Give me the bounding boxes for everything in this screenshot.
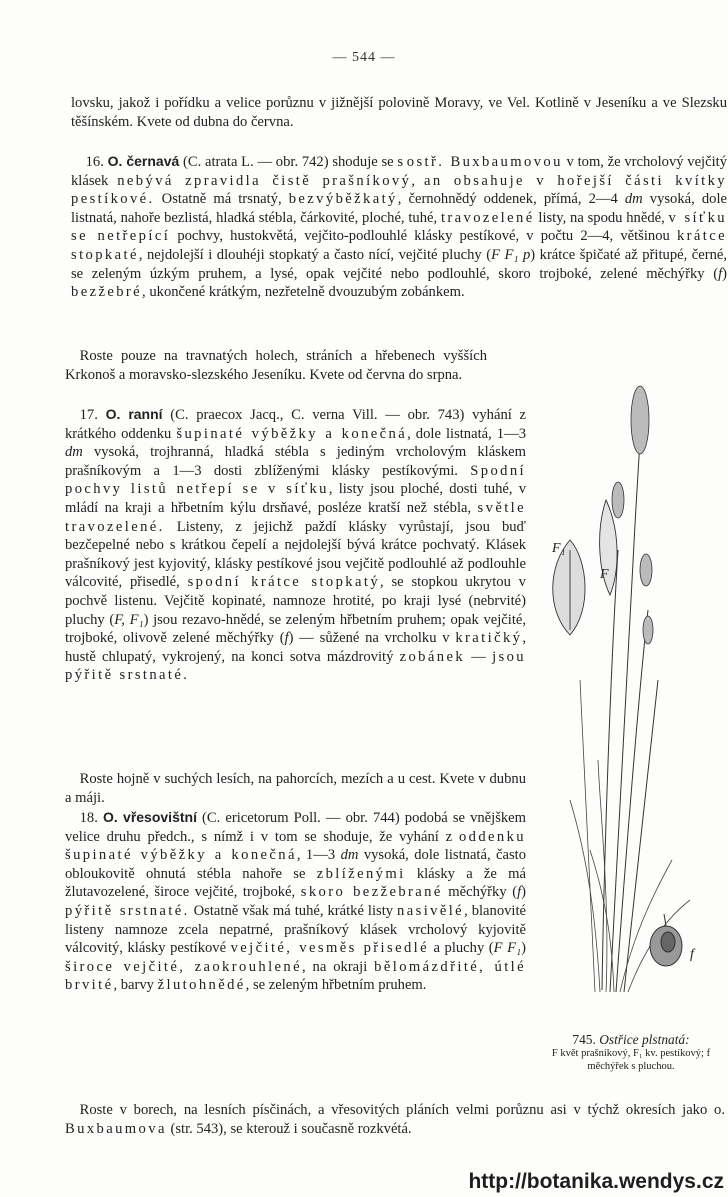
closing-paragraph: Roste v borech, na lesních písčinách, a vřesovitých pláních velmi porůznu asi v týchž okresích jako o. Buxbaumova (str. 543), se kterouž i současně rozkvétá. — [65, 1102, 725, 1137]
label-f: f — [690, 947, 694, 962]
label-F1: F₁ — [552, 541, 566, 556]
figure-title: Ostřice plstnatá: — [599, 1032, 690, 1047]
species-17-paragraph: 17. O. ranní (C. praecox Jacq., C. verna Vill. — obr. 743) vyhání z krátkého oddenku šupinaté výběžky a konečná, dole listnatá, 1—3 dm vysoká, trojhranná, hladká stébla s jediným vrcholovým kláskem prašníkovým a 1—3 dosti zblíženými klásky pestíkovými. Spodní pochvy listů netřepí se v síťku, listy jsou ploché, dosti tuhé, v mládí na kraji a hřbetním kýlu drsňavé, posléze kratší než stébla, světle travozelené. Listeny, z jejichž paždí klásky vyrůstají, jsou buď bezčepelné nebo s krátkou čepelí a nejdolejší bývá krátce pochvatý. Klásek prašníkový jest kyjovitý, klásky pestíkové jsou vejčitě podlouhlé až podlouhle válcovité, přisedlé, spodní krátce stopkatý, se stopkou ukrytou v pochvě listenu. Vejčitě kopinaté, namnoze hrotité, po kraji lysé (nebrvité) pluchy (F, F₁) jsou rezavo-hnědé, se zeleným hřbetním pruhem; opak vejčité, trojboké, olivově zelené měchýřky (f) — sůžené na vrcholku v kratičký, hustě chlupatý, vykrojený, na konci sotva mázdrovitý zobánek — jsou pýřitě srstnaté. — [65, 406, 527, 684]
species-16-name: O. černavá — [107, 153, 180, 169]
figure-number: 745. — [572, 1032, 596, 1047]
intro-paragraph: lovsku, jakož i pořídku a velice porůznu v jižnější polovině Moravy, ve Vel. Kotlině v Jeseníku a ve Slezsku těšínském. Kvete od dubna do června. — [71, 95, 727, 130]
pistillate-spike — [643, 616, 653, 644]
species-18-name: O. vřesovištní — [102, 809, 197, 825]
staminate-spike — [631, 386, 649, 454]
page-number: — 544 — — [332, 50, 396, 65]
species-16-habitat: Roste pouze na travnatých holech, stráních a hřebenech vyšších Krkonoš a moravsko-slezského Jeseníku. Kvete od června do srpna. — [65, 348, 487, 383]
pistillate-spike — [612, 482, 624, 518]
pistillate-spike — [640, 554, 652, 586]
species-17-name: O. ranní — [105, 406, 163, 422]
detail-utricle-f — [650, 914, 682, 966]
figure-legend: F květ prašníkový, F₁ kv. pestíkový; f měchýřek s pluchou. — [551, 1048, 711, 1072]
species-17-habitat: Roste hojně v suchých lesích, na pahorcích, mezích a u cest. Kvete v dubnu a máji. — [65, 771, 526, 806]
label-F: F — [600, 567, 609, 582]
species-16-paragraph: 16. O. černavá (C. atrata L. — obr. 742) shoduje se s ostř. Buxbaumovou v tom, že vrcholový vejčitý klásek nebývá zpravidla čistě prašníkový, an obsahuje v hořejší části kvítky pestíkové. Ostatně má trsnatý, bezvýběžkatý, černohnědý oddenek, přímá, 2—4 dm vysoká, dole listnatá, nahoře bezlistá, hladká stébla, čárkovité, ploché, tuhé, travozelené listy, na spodu hnědé, v síťku se netřepící pochvy, hustokvětá, vejčito-podlouhlé klásky pestíkové, v počtu 2—4, většinou krátce stopkaté, nejdolejší i dlouhéji stopkatý a často nící, vejčité pluchy (F F₁ p) krátce špičaté až přitupé, černé, se zeleným úzkým pruhem, a lysé, opak vejčité nebo podlouhlé, skoro trojboké, zelené měchýřky (f) bezžebré, ukončené krátkým, nezřetelně dvouzubým zobánkem. — [71, 153, 728, 301]
carex-illustration — [540, 380, 728, 1010]
spikelets — [612, 386, 653, 644]
figure-caption — [536, 1032, 726, 1073]
species-18-paragraph: 18. O. vřesovištní (C. ericetorum Poll. — obr. 744) podobá se vnějškem velice druhu předch., s nímž i v tom se shoduje, že vyhání z oddenku šupinaté výběžky a konečná, 1—3 dm vysoká, dole listnatá, často obloukovitě ohnutá stébla nahoře se zblíženými klásky a že má žlutavozelené, široce vejčité, trojboké, skoro bezžebrané měchýřky (f) pýřitě srstnaté. Ostatně však má tuhé, krátké listy nasivělé, blanovité listeny namnoze zcela nepatrné, prašníkový klásek vrcholový kyjovitě válcovitý, klásky pestíkové vejčité, vesměs přisedlé a pluchy (F F₁) široce vejčité, zaokrouhlené, na okraji bělomázdřité, útlé brvité, barvy žlutohnědé, se zeleným hřbetním pruhem. — [65, 809, 527, 994]
source-url[interactable]: http://botanika.wendys.cz — [468, 1170, 724, 1193]
